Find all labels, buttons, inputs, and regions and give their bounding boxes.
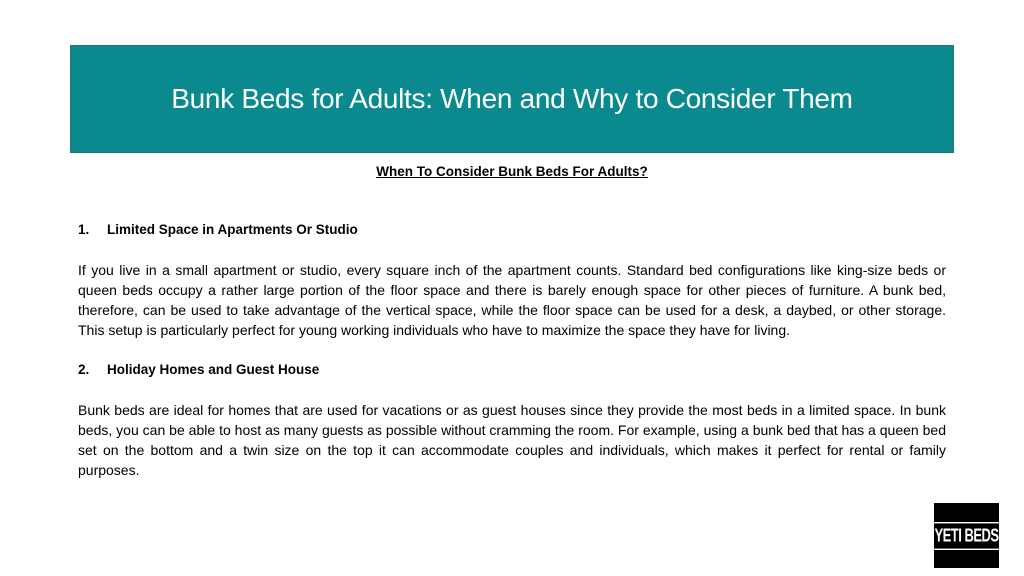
- section-heading-1: [78, 220, 946, 240]
- section-number-1: 1.: [78, 222, 90, 237]
- section-heading-text-1: Limited Space in Apartments Or Studio: [107, 222, 358, 237]
- section-paragraph-2: Bunk beds are ideal for homes that are used for vacations or as guest houses since they provide the most beds in a limited space. In bunk beds, you can be able to host as many guests as possible without cramming the room. For example, using a bunk bed that has a queen bed set on the bottom and a twin size on the top it can accommodate couples and individuals, which makes it perfect for rental or family purposes.: [78, 402, 946, 478]
- section-heading-2: [78, 360, 946, 380]
- section-paragraph-1: If you live in a small apartment or studio, every square inch of the apartment counts. Standard bed configurations like king-size beds or queen beds occupy a rather large portion of the floor space and there is barely enough space for other pieces of furniture. A bunk bed, therefore, can be used to take advantage of the vertical space, while the floor space can be used for a desk, a daybed, or other storage. This setup is particularly perfect for young working individuals who have to maximize the space they have for living.: [78, 262, 946, 338]
- section-subtitle: When To Consider Bunk Beds For Adults?: [376, 164, 648, 179]
- section-heading-text-2: Holiday Homes and Guest House: [107, 362, 320, 377]
- title-banner: [70, 45, 954, 153]
- page-title: Bunk Beds for Adults: When and Why to Consider Them: [171, 83, 853, 114]
- yeti-beds-logo: [934, 503, 999, 568]
- logo-text: YETI BEDS: [934, 522, 998, 550]
- content-body: [78, 162, 946, 480]
- section-number-2: 2.: [78, 362, 90, 377]
